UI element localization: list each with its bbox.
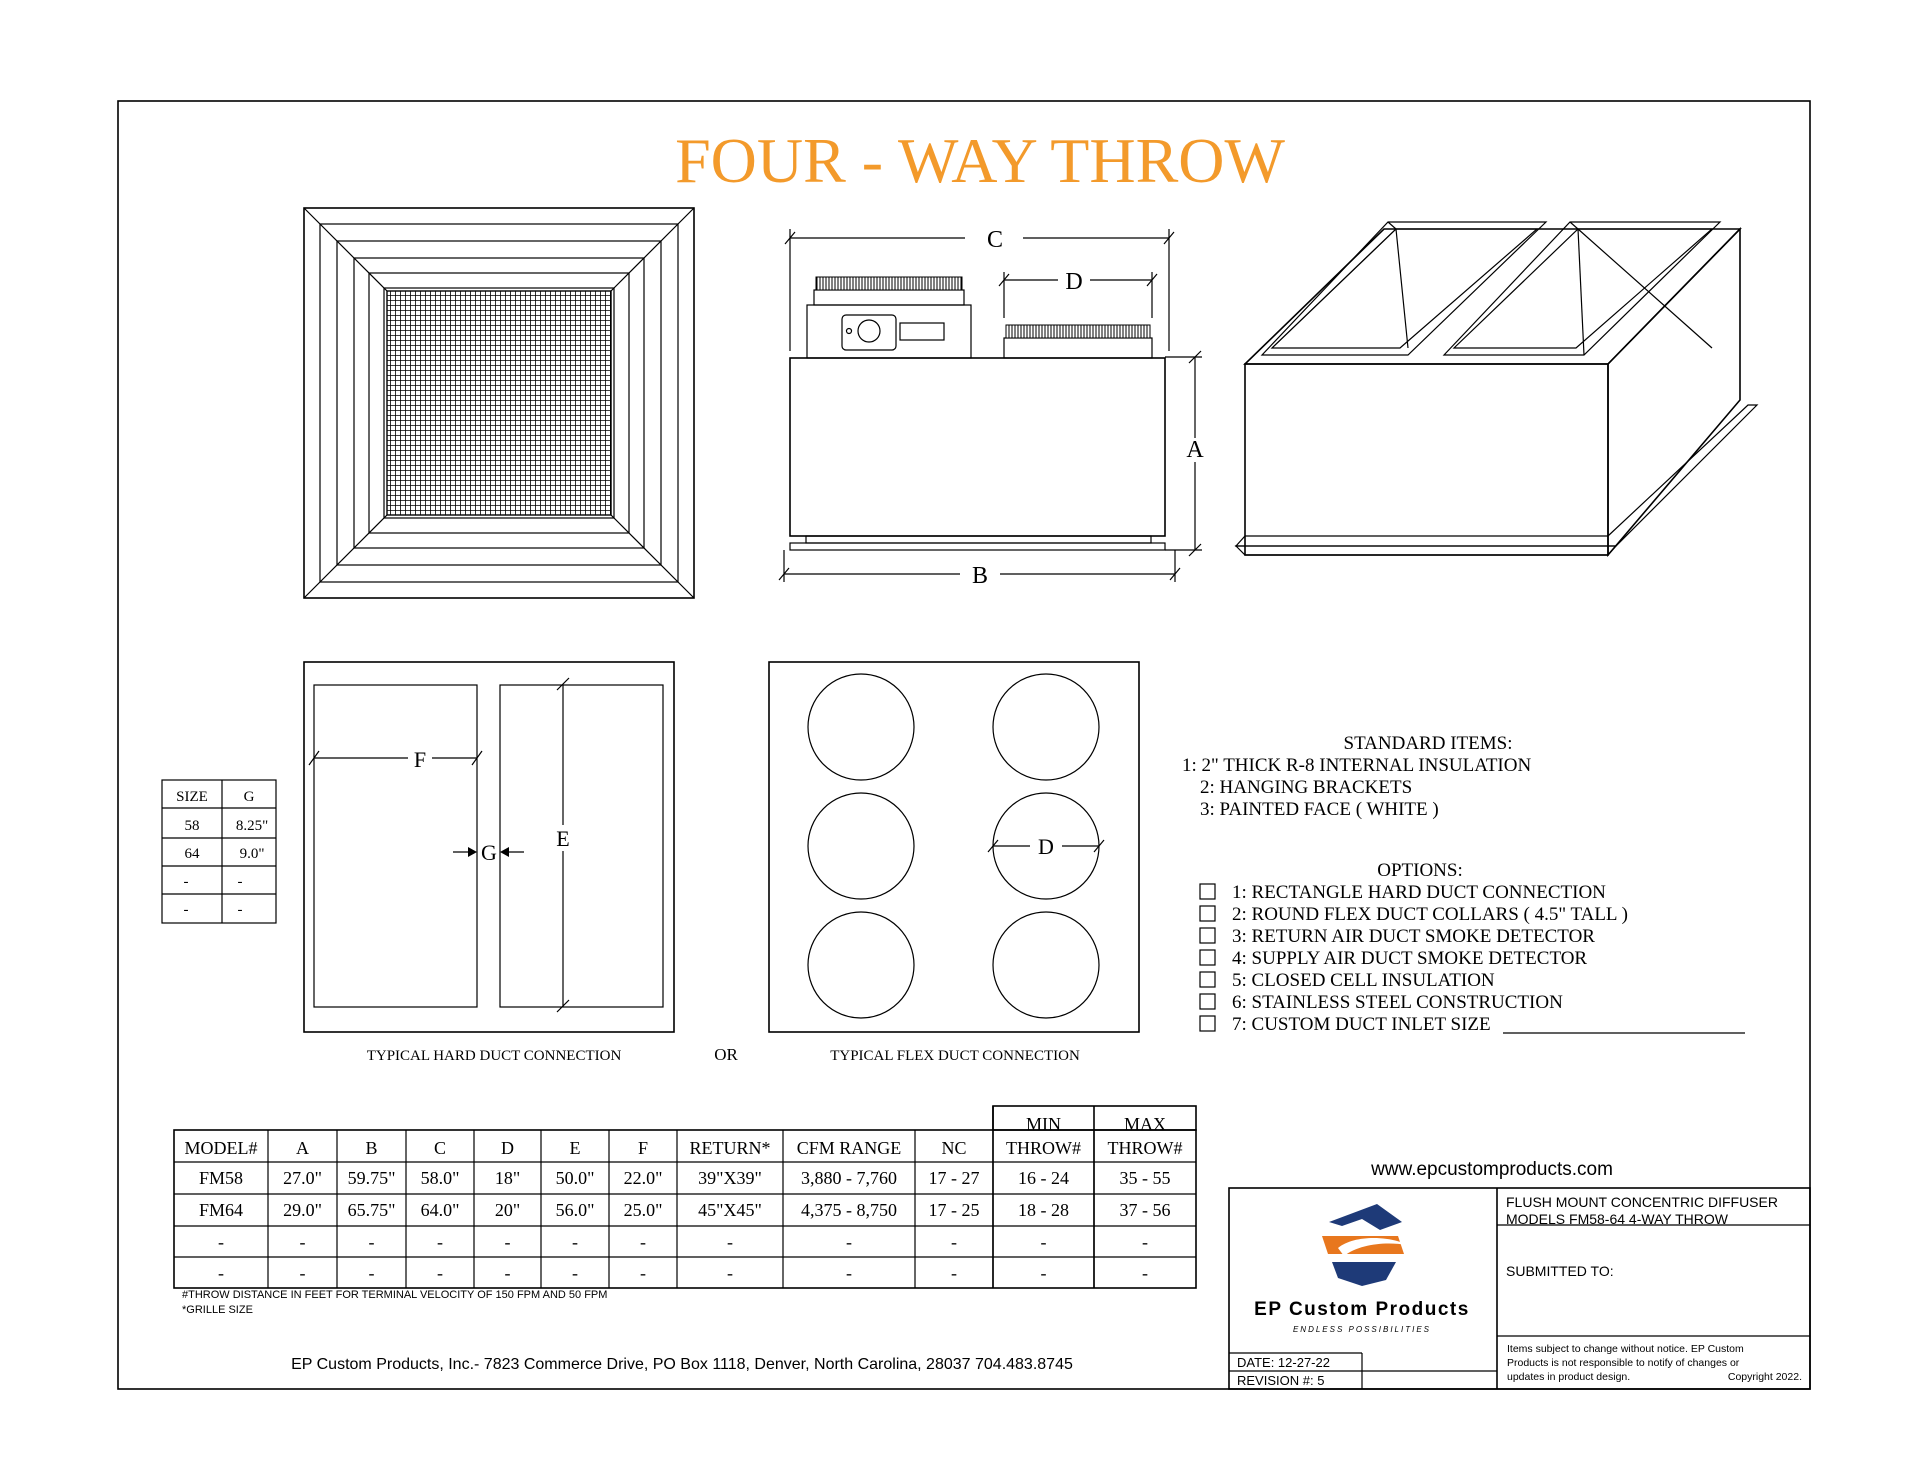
table-cell: - xyxy=(640,1232,646,1252)
submitted-to-label: SUBMITTED TO: xyxy=(1506,1263,1614,1279)
option-checkbox[interactable] xyxy=(1200,1016,1215,1031)
table-cell: - xyxy=(846,1232,852,1252)
table-cell: - xyxy=(504,1263,511,1283)
table-cell: - xyxy=(951,1232,957,1252)
table-cell: 27.0" xyxy=(283,1168,322,1188)
table-cell: 64.0" xyxy=(420,1200,460,1220)
table-cell: FM64 xyxy=(198,1200,244,1220)
size-cell: 64 xyxy=(184,846,200,862)
option-checkbox[interactable] xyxy=(1200,884,1215,899)
option-item: 3: RETURN AIR DUCT SMOKE DETECTOR xyxy=(1232,926,1595,947)
table-cell: - xyxy=(572,1263,578,1283)
ep-logo-icon xyxy=(1322,1204,1410,1286)
table-header: A xyxy=(296,1138,309,1158)
table-cell: 56.0" xyxy=(555,1200,595,1220)
option-checkbox[interactable] xyxy=(1200,950,1215,965)
table-header: B xyxy=(365,1138,378,1158)
standard-items-heading: STANDARD ITEMS: xyxy=(1343,733,1513,754)
option-item: 6: STAINLESS STEEL CONSTRUCTION xyxy=(1232,992,1563,1013)
table-cell: 3,880 - 7,760 xyxy=(801,1168,897,1188)
option-item: 1: RECTANGLE HARD DUCT CONNECTION xyxy=(1232,882,1606,903)
table-header: F xyxy=(637,1138,649,1158)
table-header: C xyxy=(433,1138,447,1158)
or-label: OR xyxy=(714,1045,738,1064)
table-cell: 4,375 - 8,750 xyxy=(801,1200,897,1220)
copyright: Copyright 2022. xyxy=(1727,1371,1802,1383)
table-cell: 18" xyxy=(494,1168,521,1188)
option-checkbox[interactable] xyxy=(1200,972,1215,987)
standard-items xyxy=(1182,733,1531,820)
table-header: MAX xyxy=(1123,1114,1167,1134)
dim-label-f: F xyxy=(413,747,427,772)
table-cell: 58.0" xyxy=(420,1168,460,1188)
table-cell: - xyxy=(572,1232,578,1252)
throw-note: #THROW DISTANCE IN FEET FOR TERMINAL VELOCITY OF 150 FPM AND 50 FPM xyxy=(182,1289,608,1301)
table-cell: 17 - 27 xyxy=(928,1168,980,1188)
g-cell: 9.0" xyxy=(239,846,265,862)
option-checkbox[interactable] xyxy=(1200,928,1215,943)
table-cell: - xyxy=(1040,1263,1047,1283)
size-cell: - xyxy=(183,902,189,918)
table-cell: 50.0" xyxy=(555,1168,595,1188)
company-address: EP Custom Products, Inc.- 7823 Commerce Drive, PO Box 1118, Denver, North Carolina, 28037 704.483.8745 xyxy=(291,1356,1073,1373)
dim-label-d-flex: D xyxy=(1038,834,1054,859)
flex-duct-connection-view xyxy=(769,662,1139,1064)
table-cell: - xyxy=(437,1232,443,1252)
table-cell: - xyxy=(727,1232,733,1252)
isometric-view xyxy=(1236,222,1757,555)
table-cell: - xyxy=(368,1232,375,1252)
diffuser-face-view xyxy=(304,208,694,598)
disclaimer: Items subject to change without notice. EP Custom xyxy=(1507,1343,1744,1355)
flex-duct-caption: TYPICAL FLEX DUCT CONNECTION xyxy=(830,1048,1080,1064)
table-cell: 45"X45" xyxy=(698,1200,762,1220)
table-cell: 20" xyxy=(494,1200,521,1220)
options-list xyxy=(1200,860,1745,1035)
table-cell: - xyxy=(299,1263,306,1283)
options-heading: OPTIONS: xyxy=(1377,860,1463,881)
g-cell: - xyxy=(237,902,243,918)
table-cell: 59.75" xyxy=(347,1168,396,1188)
table-cell: 16 - 24 xyxy=(1018,1168,1069,1188)
table-cell: 18 - 28 xyxy=(1018,1200,1069,1220)
table-cell: - xyxy=(299,1232,306,1252)
size-cell: - xyxy=(183,874,189,890)
table-cell: - xyxy=(368,1263,375,1283)
table-cell: 22.0" xyxy=(623,1168,663,1188)
table-cell: 37 - 56 xyxy=(1119,1200,1171,1220)
table-cell: 25.0" xyxy=(623,1200,663,1220)
table-cell: - xyxy=(727,1263,733,1283)
table-cell: - xyxy=(504,1232,511,1252)
revision-field: REVISION #: 5 xyxy=(1237,1373,1325,1388)
size-cell: 58 xyxy=(184,818,200,834)
table-header: CFM RANGE xyxy=(796,1138,902,1158)
table-cell: 35 - 55 xyxy=(1119,1168,1171,1188)
hard-duct-caption: TYPICAL HARD DUCT CONNECTION xyxy=(366,1048,622,1064)
table-cell: 17 - 25 xyxy=(928,1200,980,1220)
table-cell: - xyxy=(846,1263,852,1283)
g-cell: 8.25" xyxy=(235,818,269,834)
option-item: 2: ROUND FLEX DUCT COLLARS ( 4.5" TALL ) xyxy=(1232,904,1628,925)
standard-item: 3: PAINTED FACE ( WHITE ) xyxy=(1200,799,1439,820)
table-header: RETURN* xyxy=(689,1138,771,1158)
brand-name: EP Custom Products xyxy=(1254,1299,1470,1320)
date-field: DATE: 12-27-22 xyxy=(1237,1355,1330,1370)
option-checkbox[interactable] xyxy=(1200,994,1215,1009)
table-cell: - xyxy=(1142,1232,1148,1252)
disclaimer: updates in product design. xyxy=(1507,1371,1631,1383)
table-cell: - xyxy=(1040,1232,1047,1252)
table-cell: - xyxy=(1142,1263,1148,1283)
table-cell: - xyxy=(951,1263,957,1283)
grille-note: *GRILLE SIZE xyxy=(182,1304,253,1316)
table-header: MIN xyxy=(1026,1114,1061,1134)
table-header: NC xyxy=(941,1138,967,1158)
option-item: 4: SUPPLY AIR DUCT SMOKE DETECTOR xyxy=(1232,948,1588,969)
table-header: E xyxy=(569,1138,581,1158)
dim-label-c: C xyxy=(986,227,1004,253)
title-block xyxy=(1229,1188,1810,1389)
option-checkbox[interactable] xyxy=(1200,906,1215,921)
table-header: THROW# xyxy=(1006,1138,1081,1158)
standard-item: 1: 2" THICK R-8 INTERNAL INSULATION xyxy=(1182,755,1532,776)
model-table xyxy=(174,1106,1196,1288)
page-title: FOUR - WAY THROW xyxy=(675,125,1285,196)
side-elevation-view xyxy=(779,227,1204,589)
dim-label-d: D xyxy=(1065,269,1083,295)
brand-tagline: ENDLESS POSSIBILITIES xyxy=(1292,1325,1432,1334)
g-cell: - xyxy=(237,874,243,890)
hard-duct-connection-view xyxy=(304,662,674,1064)
dim-label-b: B xyxy=(971,563,989,589)
table-cell: - xyxy=(218,1232,224,1252)
product-models: MODELS FM58-64 4-WAY THROW xyxy=(1506,1211,1728,1227)
table-header: THROW# xyxy=(1107,1138,1183,1158)
size-g-table xyxy=(162,780,276,923)
disclaimer: Products is not responsible to notify of changes or xyxy=(1507,1357,1740,1369)
table-cell: - xyxy=(437,1263,443,1283)
table-cell: 29.0" xyxy=(283,1200,322,1220)
table-cell: - xyxy=(640,1263,646,1283)
table-header: MODEL# xyxy=(184,1138,258,1158)
option-item: 7: CUSTOM DUCT INLET SIZE xyxy=(1232,1014,1491,1035)
dim-label-e: E xyxy=(556,826,570,851)
table-cell: 39"X39" xyxy=(698,1168,762,1188)
dim-label-g: G xyxy=(481,840,497,865)
table-cell: FM58 xyxy=(198,1168,244,1188)
table-cell: - xyxy=(218,1263,224,1283)
table-header: D xyxy=(501,1138,514,1158)
dim-label-a: A xyxy=(1186,437,1204,463)
option-item: 5: CLOSED CELL INSULATION xyxy=(1232,970,1495,991)
size-header: SIZE xyxy=(176,789,208,805)
table-cell: 65.75" xyxy=(347,1200,396,1220)
website-link[interactable]: www.epcustomproducts.com xyxy=(1371,1159,1613,1180)
standard-item: 2: HANGING BRACKETS xyxy=(1200,777,1413,798)
product-title: FLUSH MOUNT CONCENTRIC DIFFUSER xyxy=(1506,1194,1778,1210)
g-header: G xyxy=(243,789,255,805)
